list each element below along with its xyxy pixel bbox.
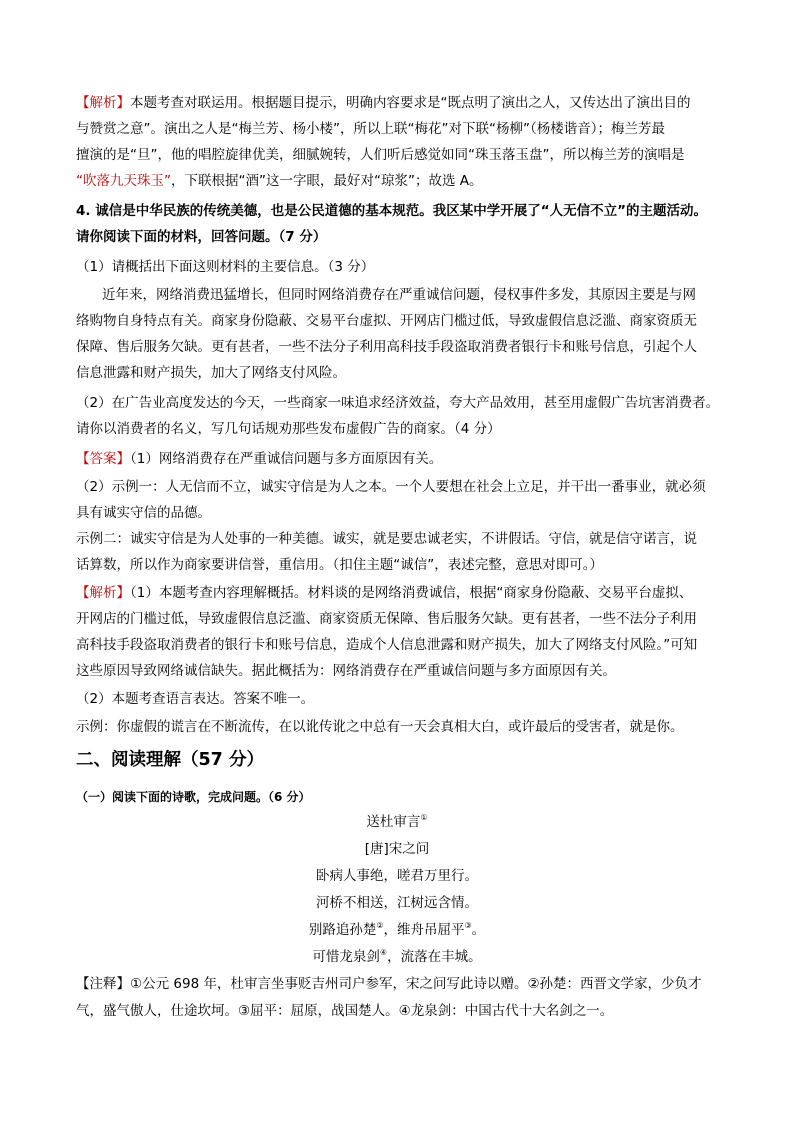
example-2-line-2: 话算数，所以作为商家要讲信誉，重信用。（扣住主题“诚信”，表述完整，意思对即可。） [76,557,603,573]
highlighted-answer: “吹落九天珠玉” [76,173,171,189]
answer-text: （1）网络消费存在严重诚信问题与多方面原因有关。 [130,451,443,467]
analysis-paragraph-line-3: 擅演的是“旦”，他的唱腔旋律优美，细腻婉转，人们听后感觉如同“珠玉落玉盘”，所以梅兰芳的演唱是 [76,147,685,163]
footnote-marker: ② [376,921,384,930]
poem-author: [唐]宋之问 [364,841,430,857]
subquestion-2-cont: 请你以消费者的名义，写几句话规劝那些发布虚假广告的商家。（4 分） [76,421,501,437]
analysis-tag: 【解析】 [76,95,130,111]
poem-line-4 [0,947,794,967]
poem-text: 别路追孙楚 [308,922,377,938]
analysis-text: ，下联根据“酒”这一字眼，最好对“琼浆”；故选 A。 [171,173,483,189]
analysis-tag: 【解析】 [76,585,130,601]
analysis-4-line-2: 开网店的门槛过低，导致虚假信息泛滥、商家资质无保障、售后服务欠缺。更有甚者，一些不法分子利用 [76,611,697,627]
analysis-4-line-5: （2）本题考查语言表达。答案不唯一。 [76,691,315,707]
poem-title [0,812,794,832]
analysis-4-line-3: 高科技手段盗取消费者的银行卡和账号信息，造成个人信息泄露和财产损失，加大了网络支付风险。”可知 [76,637,698,653]
answer-tag: 【答案】 [76,451,130,467]
poem-text: 可惜龙泉剑 [312,949,380,965]
analysis-paragraph-line-1 [76,93,726,113]
answer-line-3: 具有诚实守信的品德。 [76,505,211,521]
poem-title-text: 送杜审言 [366,814,421,830]
poem-text: ，流落在丰城。 [387,949,482,965]
answer-line-2: （2）示例一：人无信而不立，诚实守信是为人之本。一个人要想在社会上立足，并干出一番事业，就必须 [76,479,706,495]
poem-line-3 [0,920,794,940]
poem-text: ，维舟吊屈平 [383,922,465,938]
analysis-text: （1）本题考查内容理解概括。材料谈的是网络消费诚信，根据“商家身份隐蔽、交易平台虚拟、 [130,585,693,601]
analysis-text: 本题考查对联运用。根据题目提示，明确内容要求是“既点明了演出之人，又传达出了演出目的 [130,95,691,111]
analysis-4-line-6: 示例：你虚假的谎言在不断流传，在以讹传讹之中总有一天会真相大白，或许最后的受害者，就是你。 [76,719,684,735]
footnote-marker: ③ [464,921,472,930]
poem-line-2: 河桥不相送，江树远含情。 [316,895,478,911]
analysis-paragraph-line-4 [76,171,726,191]
material-line-2: 络购物自身特点有关。商家身份隐蔽、交易平台虚拟、开网店门槛过低，导致虚假信息泛滥、商家资质无 [76,313,697,329]
section-2-subheading: （一）阅读下面的诗歌，完成问题。（6 分） [76,790,311,804]
notes-tag: 【注释】 [76,976,130,992]
notes-text: ①公元 698 年，杜审言坐事贬吉州司户参军，宋之问写此诗以赠。②孙楚：西晋文学家，少负才 [130,976,702,992]
poem-line-1: 卧病人事绝，嗟君万里行。 [316,868,478,884]
subquestion-1: （1）请概括出下面这则材料的主要信息。（3 分） [76,259,375,275]
poem-text: 。 [471,922,486,938]
question-4-title-cont: 请你阅读下面的材料，回答问题。（7 分） [76,229,327,245]
material-line-3: 保障、售后服务欠缺。更有甚者，一些不法分子利用高科技手段盗取消费者银行卡和账号信息，引起个人 [76,339,697,355]
notes-line-2: 气，盛气傲人，仕途坎坷。③屈平：屈原，战国楚人。④龙泉剑：中国古代十大名剑之一。 [76,1003,614,1019]
analysis-4-line-1 [76,583,726,603]
material-line-1: 近年来，网络消费迅猛增长，但同时网络消费存在严重诚信问题，侵权事件多发，其原因主要是与网 [102,287,696,303]
example-2-line-1: 示例二：诚实守信是为人处事的一种美德。诚实，就是要忠诚老实，不讲假话。守信，就是信守诺言，说 [76,531,697,547]
footnote-marker: ④ [379,948,388,957]
answer-line-1 [76,449,726,469]
analysis-paragraph-line-2: 与赞赏之意”。演出之人是“梅兰芳、杨小楼”，所以上联“梅花”对下联“杨柳”（杨楼谐音）；梅兰芳最 [76,121,665,137]
footnote-marker: ① [420,813,428,822]
analysis-4-line-4: 这些原因导致网络诚信缺失。据此概括为：网络消费存在严重诚信问题与多方面原因有关。 [76,663,616,679]
material-line-4: 信息泄露和财产损失，加大了网络支付风险。 [76,365,346,381]
question-4-title: 4. 诚信是中华民族的传统美德，也是公民道德的基本规范。我区某中学开展了“人无信不立”的主题活动。 [76,203,707,219]
notes-line-1 [76,974,726,994]
section-2-heading: 二、阅读理解（57 分） [76,750,264,770]
subquestion-2: （2）在广告业高度发达的今天，一些商家一味追求经济效益，夸大产品效用，甚至用虚假广告坑害消费者。 [76,395,720,411]
